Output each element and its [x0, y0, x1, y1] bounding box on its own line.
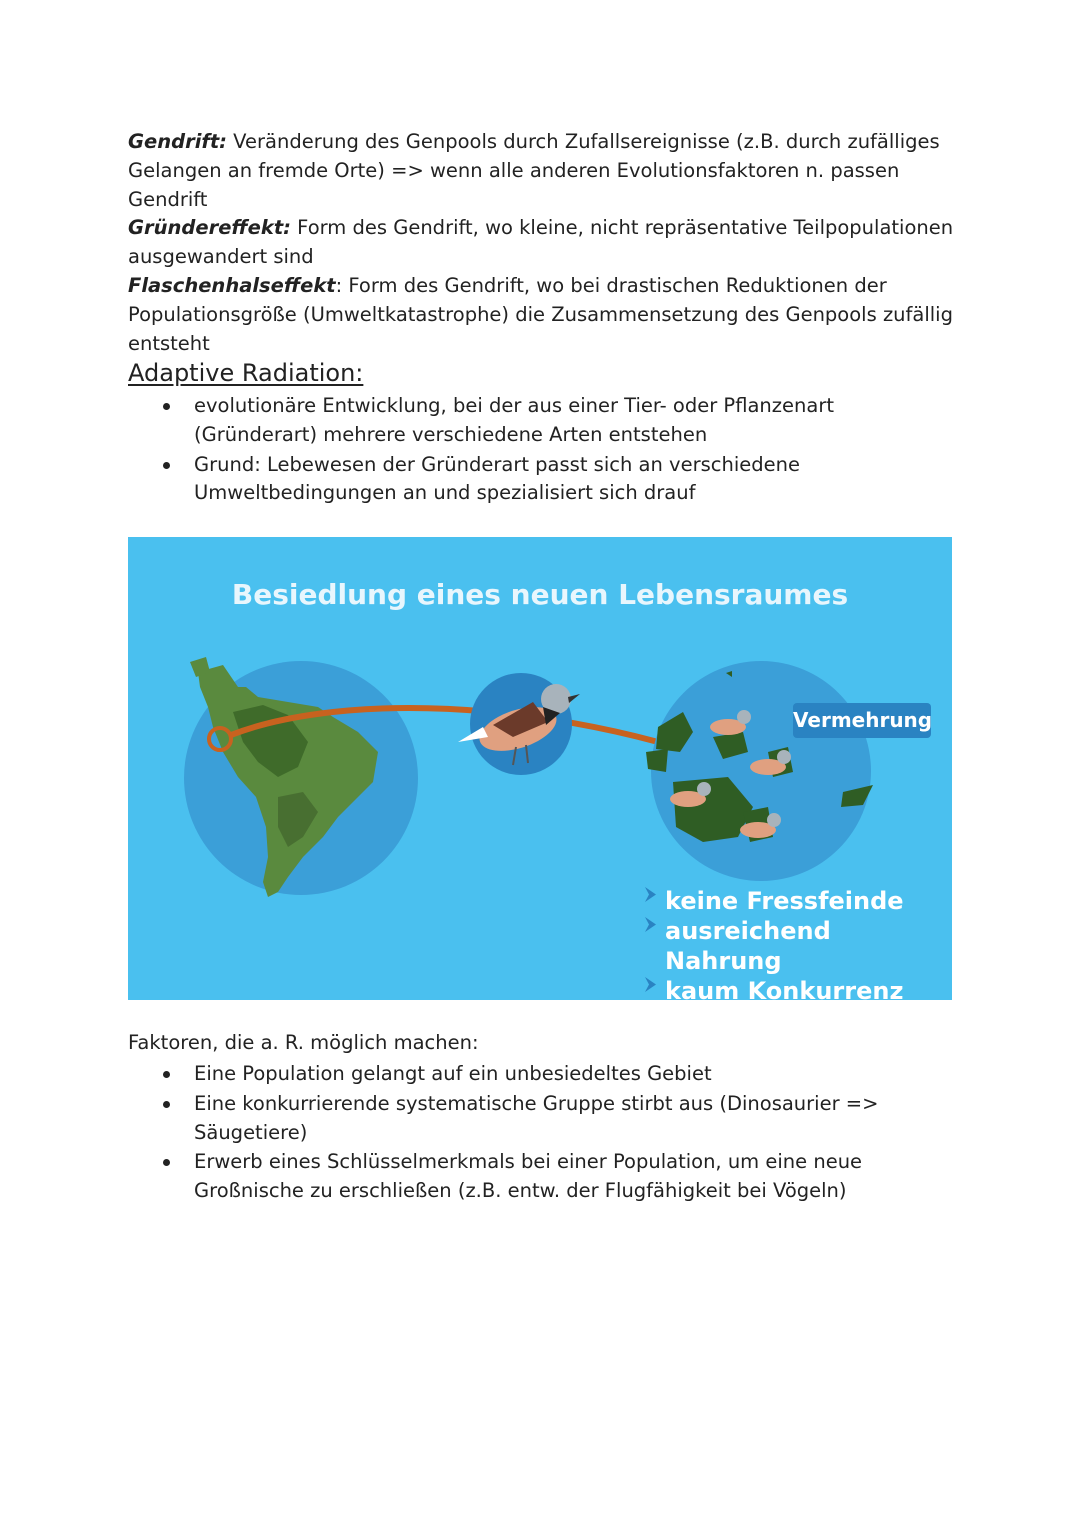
condition-item	[643, 916, 952, 976]
list-item: Erwerb eines Schlüsselmerkmals bei einer Population, um eine neue Großnische zu erschließen (z.B. entw. der Flugfähigkeit bei Vögeln)	[128, 1148, 958, 1206]
list-item: evolutionäre Entwicklung, bei der aus einer Tier- oder Pflanzenart (Gründerart) mehrere verschiedene Arten entstehen	[128, 392, 958, 450]
chevron-right-icon	[643, 976, 658, 993]
vermehrung-badge: Vermehrung	[793, 703, 931, 738]
definition-term: Flaschenhalseffekt	[128, 273, 336, 297]
list-item: Grund: Lebewesen der Gründerart passt sich an verschiedene Umweltbedingungen an und spezialisiert sich drauf	[128, 451, 958, 509]
definition-term: Gründereffekt:	[128, 216, 291, 240]
condition-item	[643, 886, 952, 916]
definition-gruendereffekt	[128, 214, 958, 272]
radiation-list	[128, 392, 958, 509]
figure-title: Besiedlung eines neuen Lebensraumes	[231, 578, 849, 611]
definition-text: Veränderung des Genpools durch Zufallsereignisse (z.B. durch zufälliges Gelangen an fremde Orte) => wenn alle anderen Evolutionsfaktoren n. passen Gendrift	[128, 130, 940, 211]
conditions-list	[643, 886, 952, 1000]
list-item: Eine konkurrierende systematische Gruppe stirbt aus (Dinosaurier => Säugetiere)	[128, 1090, 958, 1148]
definitions-block	[128, 128, 958, 358]
definition-text: Form des Gendrift, wo kleine, nicht repräsentative Teilpopulationen ausgewandert sind	[128, 216, 954, 269]
factors-intro: Faktoren, die a. R. möglich machen:	[128, 1031, 479, 1054]
section-heading: Adaptive Radiation:	[128, 359, 364, 387]
condition-item	[643, 976, 952, 1000]
factors-list	[128, 1060, 958, 1207]
condition-text: keine Fressfeinde	[665, 887, 904, 915]
condition-text: kaum Konkurrenz	[665, 977, 904, 1000]
definition-term: Gendrift:	[128, 130, 227, 153]
definition-text: : Form des Gendrift, wo bei drastischen Reduktionen der Populationsgröße (Umweltkatastrophe) die Zusammensetzung des Genpools zufällig entsteht	[128, 273, 953, 355]
chevron-right-icon	[643, 916, 658, 933]
chevron-right-icon	[643, 886, 658, 903]
list-item: Eine Population gelangt auf ein unbesiedeltes Gebiet	[128, 1060, 958, 1089]
definition-gendrift	[128, 128, 958, 214]
condition-text: ausreichend Nahrung	[665, 917, 831, 975]
colonization-figure	[128, 537, 952, 1000]
definition-flaschenhalseffekt	[128, 272, 958, 358]
